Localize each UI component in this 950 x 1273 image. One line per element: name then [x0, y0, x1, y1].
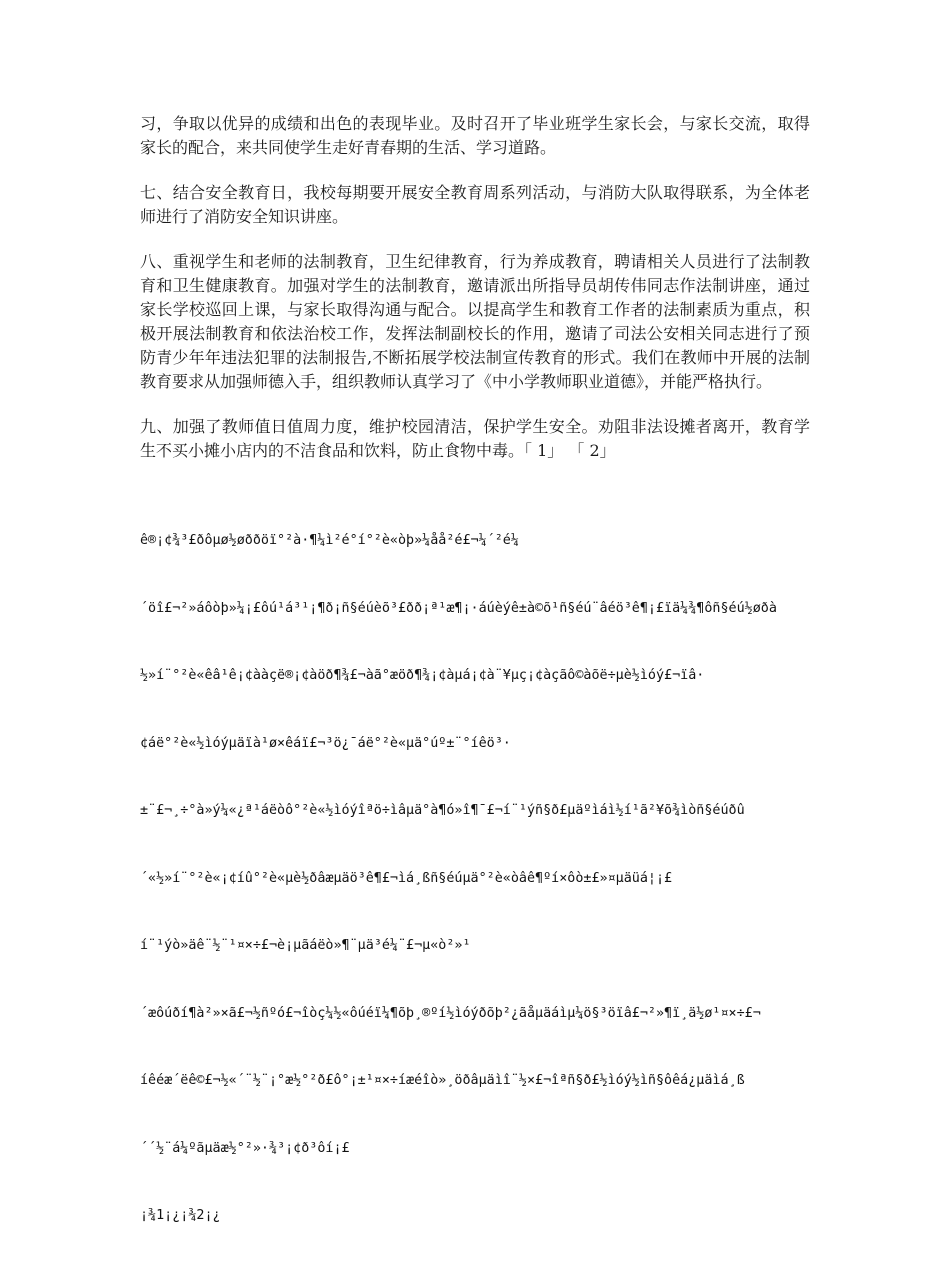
paragraph-safety-education: 七、结合安全教育日，我校每期要开展安全教育周系列活动，与消防大队取得联系，为全体老师进行了消防安全知识讲座。: [140, 183, 810, 226]
garbled-line: íêéæ´ëê©£¬½«´¨½¨¡°æ½°²ð£ô°¡±¹¤×÷íæéîò»¸öðâµäìî¨½×£¬îªñ§ð£½ìóý½ìñ§ôêá¿µäìá¸ß: [140, 1073, 745, 1088]
garbled-line: ¢áë°²è«½ìóýµäïà¹ø×êáï£¬³ö¿¯áë°²è«µä°úº±¨°íêö³·: [140, 735, 511, 751]
garbled-line: ´öî£¬²»áôòþ»¼¡£ôú¹á³¹¡¶ð¡ñ§éúèõ³£ðð¡ª¹æ¶¡·áúèýê±à©õ¹ñ§éú¨âéö³ê¶¡£ïä¼¾¶ôñ§éú½øðà: [140, 600, 777, 616]
paragraph-legal-education: 八、重视学生和老师的法制教育，卫生纪律教育，行为养成教育，聘请相关人员进行了法制教育和卫生健康教育。加强对学生的法制教育，邀请派出所指导员胡传伟同志作法制讲座，通过家长学校巡回上课，与家长取得沟通与配合。以提高学生和教育工作者的法制素质为重点，积极开展法制教育和依法治校工作，发挥法制副校长的作用，邀请了司法公安相关同志进行了预防青少年年违法犯罪的法制报告,不断拓展学校法制宣传教育的形式。我们在教师中开展的法制教育要求从加强师德入手，组织教师认真学习了《中小学教师职业道德》，并能严格执行。: [140, 252, 810, 391]
garbled-line: ´æôúðí¶à²»×ã£¬½ñºó£¬îòç¼½«ôúéï¼¶õþ¸®ºí½ìóýðõþ²¿ãåµäáìµ¼ö§³öïâ£¬²»¶ï¸ä½ø¹¤×÷£¬: [140, 1005, 761, 1021]
garbled-line: ´«½»í¨°²è«¡¢íû°²è«µè½ðâæµäö³ê¶£¬ìá¸ßñ§éúµä°²è«òâê¶ºí×ôò±£»¤µäüá¦¡£: [140, 870, 673, 886]
paragraph-graduation-meeting: 习，争取以优异的成绩和出色的表现毕业。及时召开了毕业班学生家长会，与家长交流，取得家长的配合，来共同使学生走好青春期的生活、学习道路。: [140, 114, 810, 157]
garbled-line: ê®¡¢¾³£ðôµø½øððöï°²à·¶¼ì²é°í°²è«òþ»¼åå²é£¬¼´²é¼: [140, 533, 519, 548]
garbled-text-block: [140, 485, 810, 1273]
garbled-line: ½»í¨°²è«êâ¹ê¡¢ààçë®¡¢àöð¶¾£¬àã°æöð¶¾¡¢àµá¡¢à¨¥µç¡¢àçãô©àõë÷µè½ìóý£¬ïâ·: [140, 668, 705, 683]
garbled-line: ´´½¨á¼ºãµäæ½°²»·¾³¡¢ð³ôí¡£: [140, 1140, 350, 1156]
paragraph-duty-rotation: 九、加强了教师值日值周力度，维护校园清洁，保护学生安全。劝阻非法设摊者离开，教育学生不买小摊小店内的不洁食品和饮料，防止食物中毒。「 1」 「 2」: [140, 417, 810, 460]
garbled-line-footer: ¡¾1¡¿¡¾2¡¿: [140, 1208, 221, 1223]
document-page: [140, 112, 810, 1273]
garbled-line: í¨¹ýò»äê¨½¨¹¤×÷£¬è¡µãáëò»¶¨µä³é¼¨£¬µ«ò²»¹: [140, 938, 471, 953]
garbled-line: ±¨£¬¸÷°à»ý¼«¿ª¹áëòô°²è«½ìóýîªö÷ìâµä°à¶ó»î¶¯£¬í¨¹ýñ§ð£µäºìáì½í¹ã²¥õ¾ìòñ§éúðû: [140, 803, 745, 818]
